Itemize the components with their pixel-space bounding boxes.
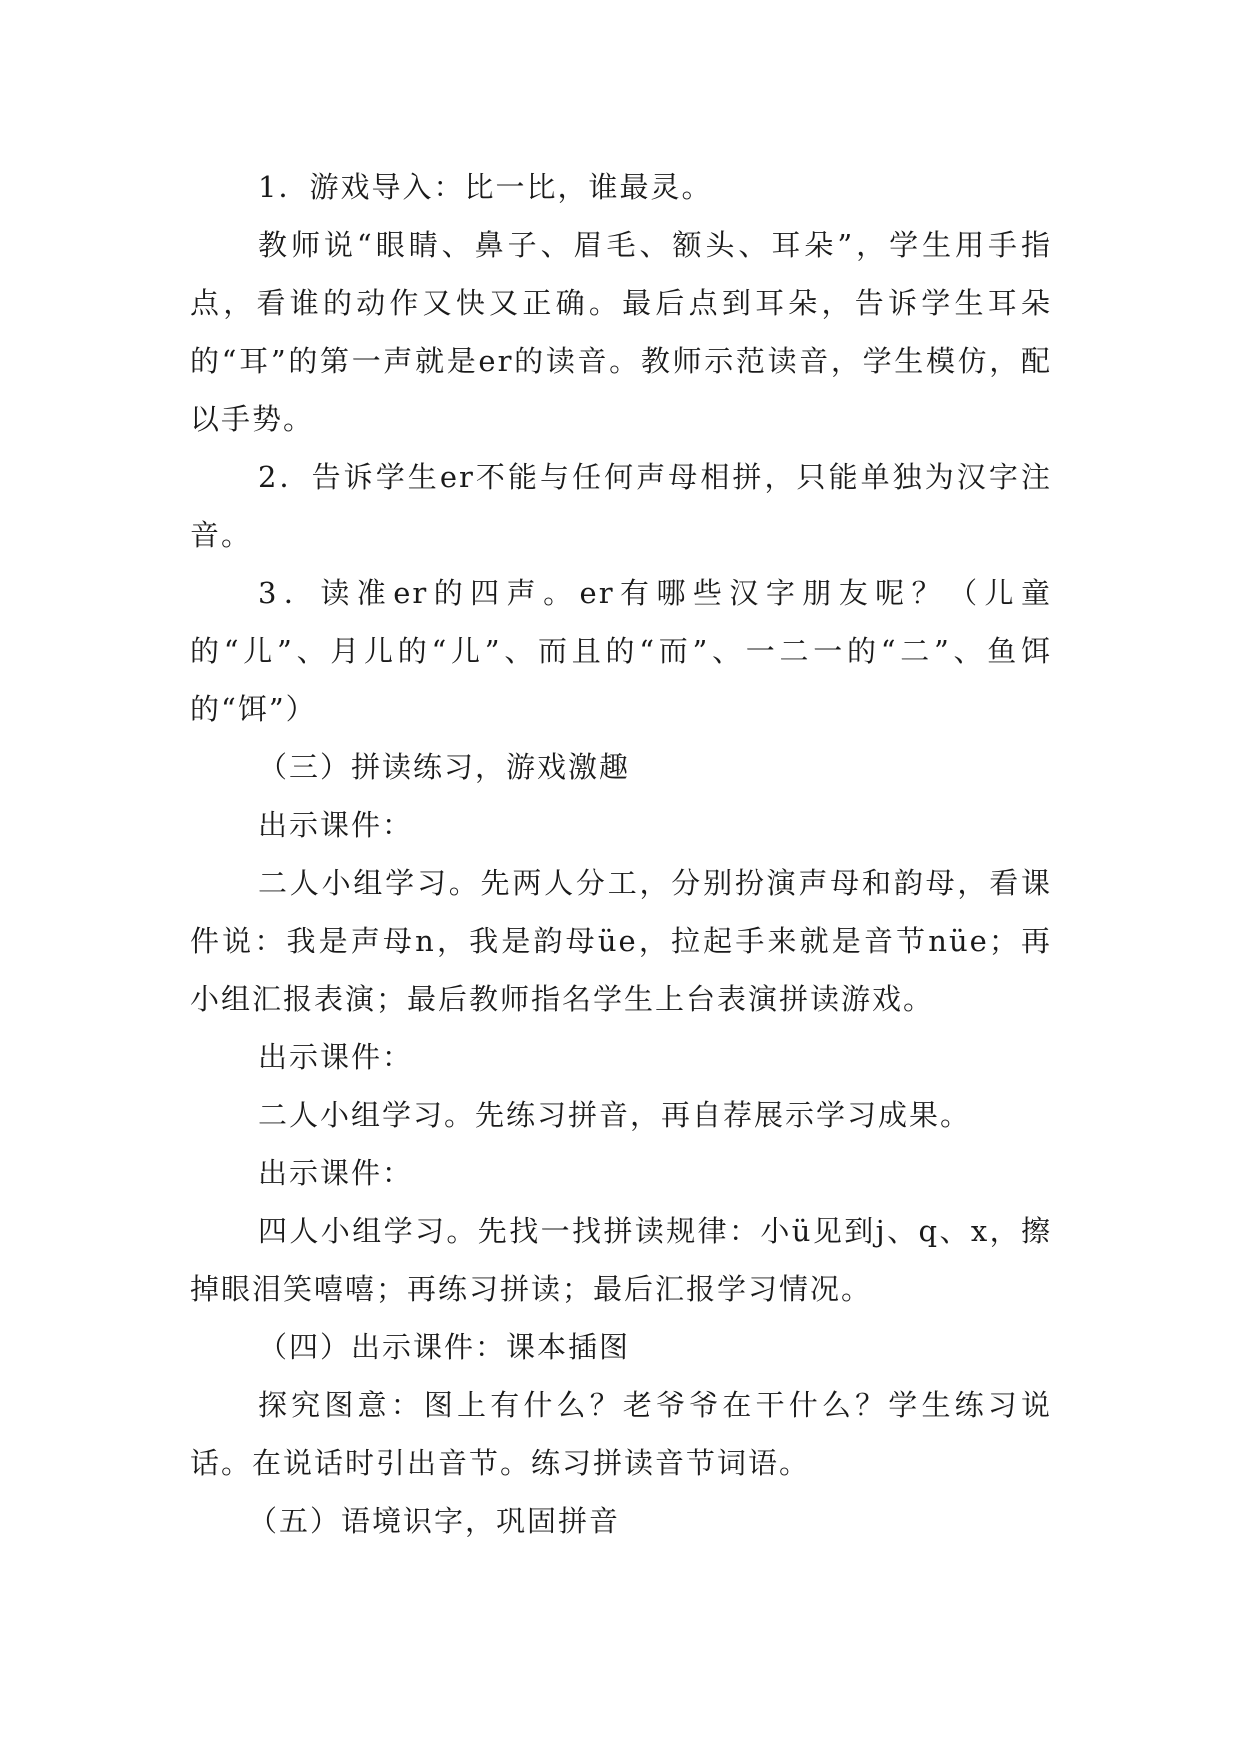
heading-section-five: （五）语境识字，巩固拼音 bbox=[248, 1504, 621, 1538]
paragraph-teacher-says: 教师说“眼睛、鼻子、眉毛、额头、耳朵”，学生用手指点，看谁的动作又快又正确。最后点到耳朵，告诉学生耳朵的“耳”的第一声就是er的读音。教师示范读音，学生模仿，配以手势。 bbox=[190, 228, 1052, 436]
paragraph-pair-study-2: 二人小组学习。先练习拼音，再自荐展示学习成果。 bbox=[258, 1098, 972, 1132]
paragraph-er-tones: 3．读准er的四声。er有哪些汉字朋友呢？（儿童的“儿”、月儿的“儿”、而且的“而”、一二一的“二”、鱼饵的“饵”） bbox=[190, 576, 1052, 726]
paragraph-show-courseware-2: 出示课件： bbox=[258, 1040, 414, 1074]
paragraph-game-intro: 1．游戏导入：比一比，谁最灵。 bbox=[258, 170, 713, 204]
heading-section-three: （三）拼读练习，游戏激趣 bbox=[258, 750, 631, 784]
paragraph-pair-study-1: 二人小组学习。先两人分工，分别扮演声母和韵母，看课件说：我是声母n，我是韵母üe，拉起手来就是音节nüe；再小组汇报表演；最后教师指名学生上台表演拼读游戏。 bbox=[190, 866, 1052, 1016]
paragraph-show-courseware-3: 出示课件： bbox=[258, 1156, 414, 1190]
paragraph-show-courseware-1: 出示课件： bbox=[258, 808, 414, 842]
paragraph-group-study: 四人小组学习。先找一找拼读规律：小ü见到j、q、x，擦掉眼泪笑嘻嘻；再练习拼读；最后汇报学习情况。 bbox=[190, 1214, 1052, 1306]
heading-section-four: （四）出示课件：课本插图 bbox=[258, 1330, 631, 1364]
document-body bbox=[190, 158, 1052, 1550]
paragraph-explore-picture: 探究图意：图上有什么？老爷爷在干什么？学生练习说话。在说话时引出音节。练习拼读音节词语。 bbox=[190, 1388, 1052, 1480]
paragraph-er-rule: 2．告诉学生er不能与任何声母相拼，只能单独为汉字注音。 bbox=[190, 460, 1052, 552]
